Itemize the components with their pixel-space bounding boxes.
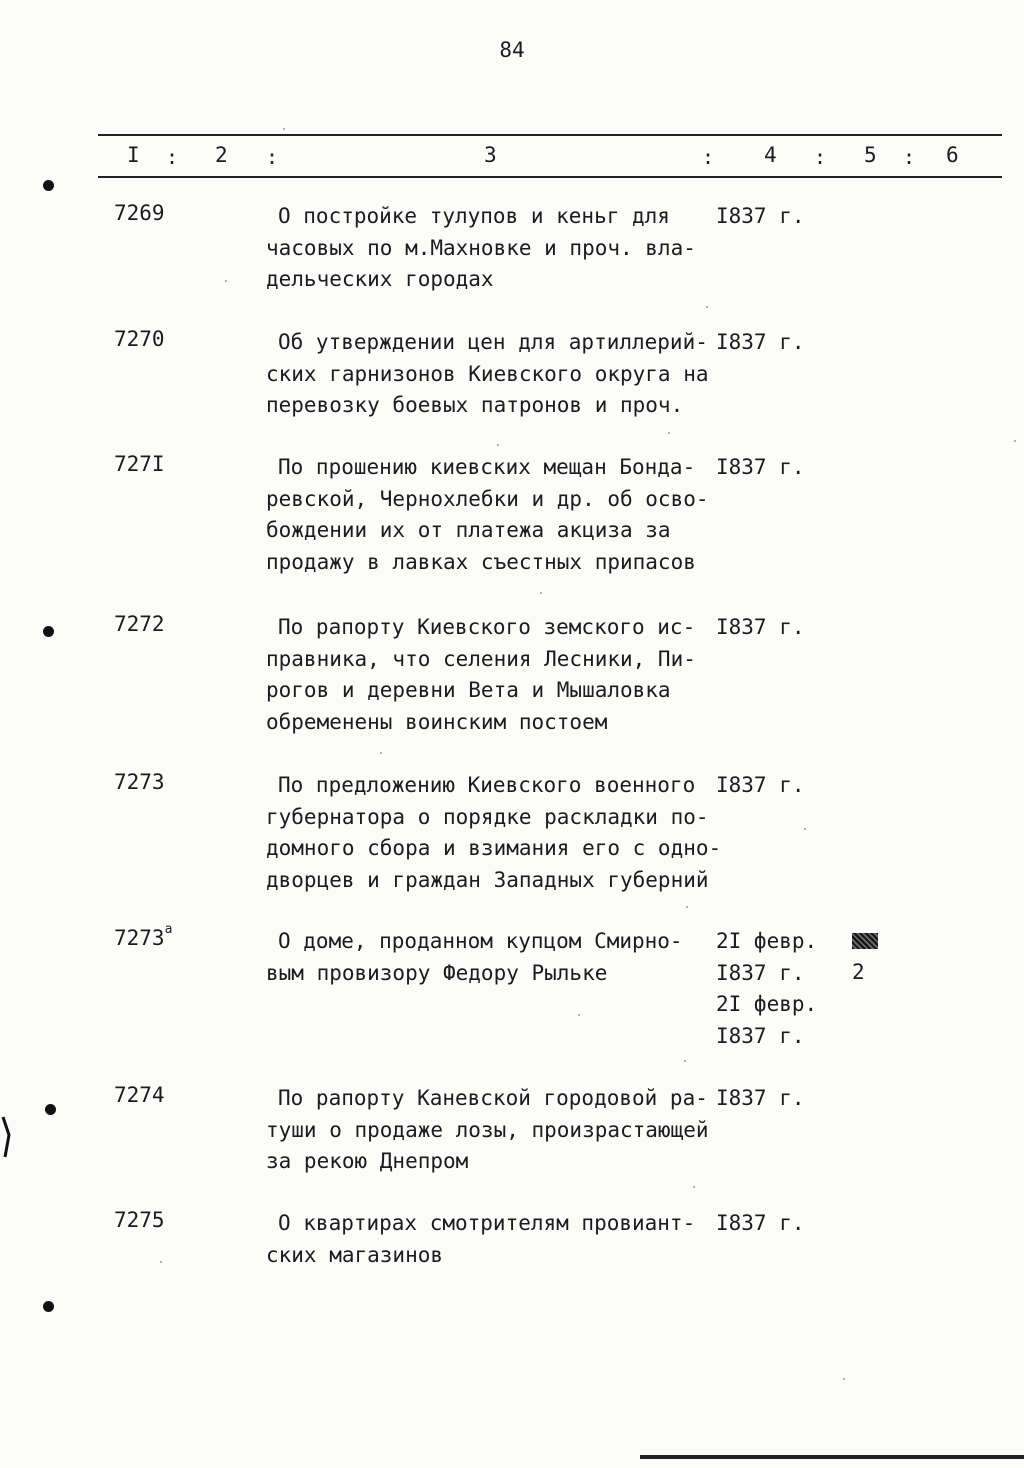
entry-date (716, 452, 805, 484)
scan-speck (686, 906, 688, 908)
entry-number (114, 922, 173, 950)
column-header-5: 5 (864, 143, 877, 167)
entry-number: 7272 (114, 612, 165, 636)
scan-speck (160, 1261, 162, 1263)
date-line: I837 г. (716, 204, 805, 228)
scan-speck (706, 306, 708, 308)
entry-description (266, 770, 726, 896)
scan-speck (380, 752, 382, 754)
bottom-edge-bar (640, 1455, 1024, 1459)
entry-date (716, 926, 817, 1052)
column-header-3: 3 (484, 143, 497, 167)
description-line: домного сбора и взимания его с одно- (266, 836, 722, 860)
entry-description (266, 201, 726, 296)
date-line: I837 г. (716, 1023, 805, 1048)
scan-speck (843, 1378, 845, 1380)
description-line: ских магазинов (266, 1242, 444, 1267)
date-line: 2I февр. (716, 992, 818, 1016)
sheet-count: 2 (852, 960, 865, 984)
scan-speck (1014, 440, 1016, 442)
entry-number-base: 7273 (114, 926, 165, 950)
description-line: дельческих городах (266, 267, 494, 291)
description-line: правника, что селения Лесники, Пи- (266, 646, 696, 671)
description-line: О доме, проданном купцом Смирно- (278, 929, 683, 953)
entry-description (266, 926, 726, 989)
entry-description (266, 327, 726, 422)
entry-date (716, 770, 805, 802)
page-number: 84 (499, 38, 525, 62)
column-header-1: I (127, 143, 140, 167)
column-header-2: 2 (215, 143, 228, 167)
description-line: рогов и деревни Вета и Мышаловка (266, 678, 671, 702)
entry-description (266, 612, 726, 738)
date-line: I837 г. (716, 1211, 805, 1235)
date-line: I837 г. (716, 960, 805, 985)
description-line: продажу в лавках съестных припасов (266, 549, 696, 574)
entry-column-5 (852, 926, 878, 989)
description-line: за рекою Днепром (266, 1149, 469, 1173)
entry-date (716, 1083, 805, 1115)
date-line: 2I февр. (716, 929, 818, 953)
punch-hole (43, 1301, 54, 1312)
description-line: обременены воинским постоем (266, 709, 608, 734)
description-line: По рапорту Каневской городовой ра- (278, 1086, 708, 1110)
scan-speck (283, 128, 285, 130)
entry-number: 7275 (114, 1208, 165, 1232)
description-line: О квартирах смотрителям провиант- (278, 1211, 696, 1235)
description-line: По предложению Киевского военного (278, 773, 696, 797)
description-line: По рапорту Киевского земского ис- (278, 615, 696, 639)
entry-number: 7273 (114, 770, 165, 794)
description-line: часовых по м.Махновке и проч. вла- (266, 235, 696, 260)
scan-speck (804, 828, 806, 830)
date-line: I837 г. (716, 1086, 805, 1110)
description-line: По прошению киевских мещан Бонда- (278, 455, 696, 479)
entry-number: 727I (114, 452, 165, 476)
scan-speck (540, 592, 542, 594)
description-line: губернатора о порядке раскладки по- (266, 804, 709, 829)
scan-speck (225, 280, 227, 282)
date-line: I837 г. (716, 455, 805, 479)
description-line: ских гарнизонов Киевского округа на (266, 361, 709, 386)
date-line: I837 г. (716, 330, 805, 354)
entry-date (716, 612, 805, 644)
description-line: перевозку боевых патронов и проч. (266, 393, 684, 417)
entry-description (266, 1208, 726, 1271)
scan-speck (497, 444, 499, 446)
punch-hole (45, 1104, 56, 1115)
entry-number: 7269 (114, 201, 165, 225)
column-separator: : (166, 145, 179, 169)
header-rule-top (98, 134, 1002, 136)
column-separator: : (266, 145, 279, 169)
entry-number: 7274 (114, 1083, 165, 1107)
scan-speck (693, 1186, 695, 1188)
description-line: бождении их от платежа акциза за (266, 518, 671, 542)
entry-number-superscript: а (164, 922, 173, 937)
header-rule-bottom (98, 176, 1002, 178)
scan-speck (668, 432, 670, 434)
description-line: вым провизору Федору Рыльке (266, 960, 608, 985)
scan-speck (684, 1060, 686, 1062)
column-separator: : (903, 145, 916, 169)
date-line: I837 г. (716, 615, 805, 639)
column-header-6: 6 (946, 143, 959, 167)
date-line: I837 г. (716, 773, 805, 797)
description-line: Об утверждении цен для артиллерий- (278, 330, 708, 354)
entry-description (266, 1083, 726, 1178)
margin-mark (0, 1115, 14, 1159)
scan-speck (578, 1014, 580, 1016)
description-line: ревской, Чернохлебки и др. об осво- (266, 486, 709, 511)
column-separator: : (814, 145, 827, 169)
punch-hole (43, 626, 54, 637)
entry-date (716, 1208, 805, 1240)
column-header-4: 4 (764, 143, 777, 167)
entry-date (716, 201, 805, 233)
description-line: дворцев и граждан Западных губерний (266, 867, 709, 892)
column-separator: : (702, 145, 715, 169)
description-line: туши о продаже лозы, произрастающей (266, 1117, 709, 1142)
redaction-stamp (852, 933, 878, 949)
entry-description (266, 452, 726, 578)
description-line: О постройке тулупов и кеньг для (278, 204, 670, 228)
entry-date (716, 327, 805, 359)
entry-number: 7270 (114, 327, 165, 351)
punch-hole (43, 180, 54, 191)
